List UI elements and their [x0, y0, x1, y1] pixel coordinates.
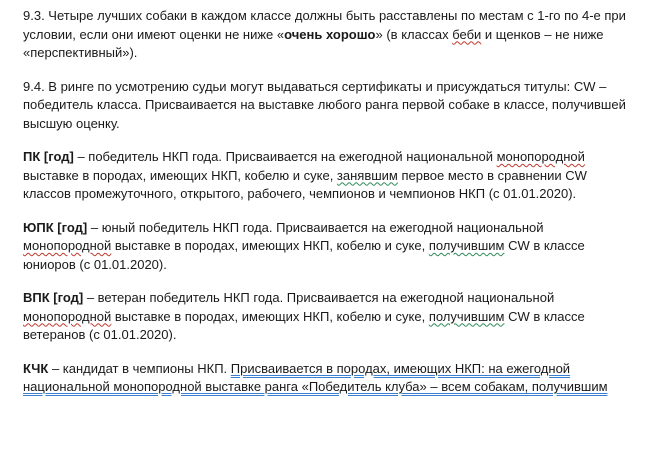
text-run: CW в классе	[504, 238, 585, 253]
text-line	[23, 7, 647, 26]
paragraph-pk	[23, 148, 647, 204]
paragraph-yupk	[23, 219, 647, 275]
text-line	[23, 44, 647, 63]
text-line	[23, 115, 647, 134]
text-run: 9.3. Четыре лучших собаки в каждом классе должны быть расставлены по местам с 1-го по 4-е при	[23, 8, 626, 23]
text-run: первое место в сравнении CW	[397, 167, 587, 183]
text-run: – кандидат в чемпионы НКП.	[48, 360, 231, 376]
paragraph-9-3	[23, 7, 647, 63]
bold-term: ВПК [год]	[23, 290, 84, 305]
text-run: – победитель НКП года. Присваивается на ежегодной национальной	[73, 149, 497, 164]
text-run: победитель класса. Присваивается на выставке любого ранга первой собаке в классе, получившей	[23, 97, 626, 112]
text-line	[23, 167, 647, 186]
text-run: высшую оценку.	[23, 115, 120, 131]
style-flagged-phrase[interactable]: национальной	[23, 379, 114, 394]
spelling-flagged-word[interactable]: беби	[452, 26, 482, 42]
paragraph-kchk	[23, 360, 647, 397]
grammar-flagged-word[interactable]: получившим	[428, 238, 505, 253]
bold-term: очень хорошо	[284, 26, 376, 42]
spelling-flagged-word[interactable]: монопородной	[113, 379, 202, 394]
bold-term: КЧК	[23, 360, 49, 376]
text-line	[23, 237, 647, 256]
grammar-flagged-word[interactable]: занявшим	[336, 167, 398, 183]
text-run: классов промежуточного, открытого, рабочего, чемпионов и чемпионов НКП (с 01.01.2020).	[23, 186, 577, 201]
spelling-flagged-word[interactable]: монопородной	[496, 149, 585, 164]
text-line	[23, 308, 647, 327]
text-line	[23, 148, 647, 167]
style-flagged-phrase[interactable]: получившим	[531, 379, 608, 394]
bold-term: ЮПК [год]	[23, 219, 88, 235]
text-run: выставке в породах, имеющих НКП, кобелю и суке,	[111, 308, 429, 324]
paragraph-9-4	[23, 78, 647, 134]
text-line	[23, 78, 647, 97]
text-run: «перспективный»).	[23, 45, 138, 60]
text-run: – юный победитель НКП года. Присваивается на ежегодной национальной	[87, 219, 544, 235]
text-run: – ветеран победитель НКП года. Присваивается на ежегодной национальной	[83, 290, 555, 305]
text-line	[23, 378, 647, 397]
text-line	[23, 289, 647, 308]
text-run: и щенков – не ниже	[481, 26, 604, 42]
spelling-flagged-word[interactable]: монопородной	[23, 308, 112, 324]
paragraph-vpk	[23, 289, 647, 345]
text-run: юниоров (с 01.01.2020).	[23, 256, 167, 272]
spelling-flagged-word[interactable]: монопородной	[23, 238, 112, 253]
grammar-flagged-word[interactable]: получившим	[428, 308, 505, 324]
text-line	[23, 256, 647, 275]
style-flagged-phrase[interactable]: Присваивается в породах, имеющих НКП: на ежегодной	[230, 360, 571, 376]
text-line	[23, 26, 647, 45]
text-line	[23, 360, 647, 379]
text-line	[23, 185, 647, 204]
text-run: ветеранов (с 01.01.2020).	[23, 327, 177, 342]
text-run: условии, если они имеют оценки не ниже «	[23, 26, 285, 42]
text-run: CW в классе	[504, 308, 585, 324]
text-line	[23, 326, 647, 345]
text-run: выставке в породах, имеющих НКП, кобелю и суке,	[23, 167, 337, 183]
text-run: 9.4. В ринге по усмотрению судьи могут выдаваться сертификаты и присуждаться титулы: CW –	[23, 78, 607, 94]
style-flagged-phrase[interactable]: выставке ранга «Победитель клуба» – всем собакам,	[201, 379, 532, 394]
text-run: » (в классах	[375, 26, 453, 42]
bold-term: ПК [год]	[23, 149, 74, 164]
text-line	[23, 219, 647, 238]
text-line	[23, 96, 647, 115]
text-run: выставке в породах, имеющих НКП, кобелю и суке,	[111, 238, 429, 253]
